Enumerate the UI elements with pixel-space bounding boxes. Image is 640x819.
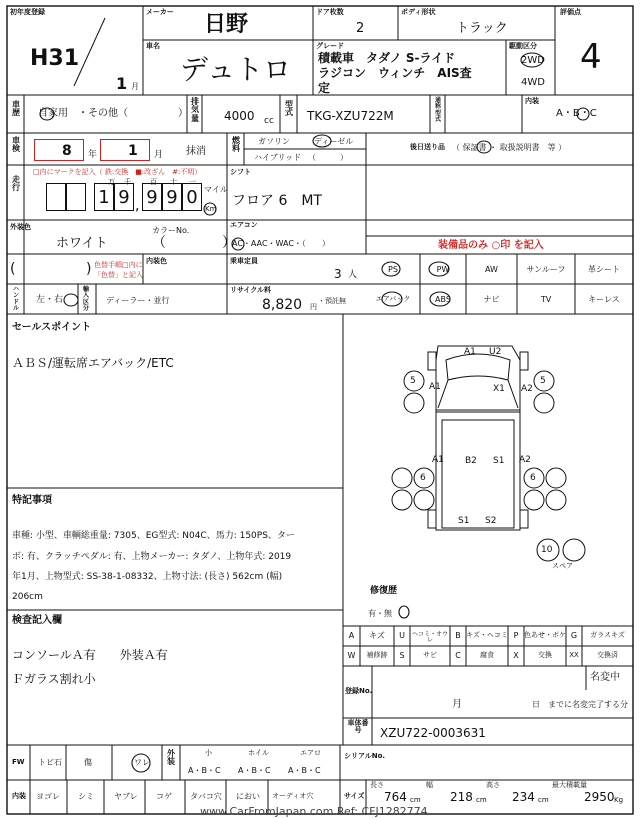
odometer-comma: , (135, 198, 140, 214)
drive-4wd: 4WD (521, 77, 545, 88)
model-name: デュトロ (180, 53, 292, 86)
damage-a1-left: A1 (429, 382, 441, 392)
steering-value: 左・右 (36, 295, 64, 305)
fw-scratch: 傷 (84, 758, 92, 767)
damage-b2-bed: B2 (465, 456, 477, 466)
max-load-unit: Kg (614, 796, 624, 804)
equipment-title: 装備品のみ ○印 を記入 (438, 240, 544, 251)
inspection-month-box[interactable] (100, 139, 150, 161)
color-change-note-1: 色替手順□内に (94, 261, 143, 269)
odometer-digit-3[interactable]: 9 (142, 183, 162, 211)
repair-history-value: 有・無 (368, 609, 392, 618)
ext-part-wheel: ホイル (248, 749, 269, 757)
sales-points-text: ＡＢＳ/運転席エアバック/ETC (12, 356, 174, 370)
color-change-note-2: 「色替」と記入 (94, 271, 143, 279)
damage-s1-bed: S1 (493, 456, 505, 466)
tire-front-right: 5 (540, 376, 546, 386)
interior-grade: A・B・C (556, 108, 597, 119)
aircon-label: エアコン (230, 221, 258, 229)
ext-grade-aero: A・B・C (288, 766, 321, 775)
width-label: 幅 (426, 781, 433, 789)
capacity-value: 3 (334, 267, 342, 281)
legend-code-x: X (513, 651, 519, 660)
doors-label: ドア枚数 (316, 8, 344, 16)
inspection-notes-line2: Ｆガラス割れ小 (12, 672, 96, 686)
equip-tv[interactable]: TV (540, 295, 552, 304)
width-unit: cm (476, 796, 487, 804)
drive-label: 駆動区分 (509, 42, 537, 50)
damage-a1-front: A1 (464, 347, 476, 357)
legend-desc-xx: 交換済 (597, 651, 618, 659)
car-history-options: 自家用 ・その他（ ） (38, 108, 188, 119)
first-registration-label: 初年度登録 (10, 8, 45, 16)
recycle-note: ・預託無 (318, 297, 346, 305)
interior-audio-hole: オーディオ穴 (272, 792, 314, 800)
special-notes-line1: 車種: 小型、車輌総重量: 7305、EG型式: N04C、馬力: 150PS、ター (12, 531, 295, 541)
car-history-label: 車歴 (12, 100, 20, 118)
legend-code-g: G (570, 631, 578, 640)
km-unit: Km (205, 205, 217, 213)
inspection-year-unit: 年 (88, 150, 98, 160)
odometer-digit-2[interactable]: 9 (114, 183, 134, 211)
legend-code-p: P (513, 631, 519, 640)
special-notes-line4: 206cm (12, 592, 43, 602)
model-type-label: 型式 (285, 100, 293, 118)
sales-points-title: セールスポイント (12, 322, 92, 333)
legend-desc-u: ヘコミ・オウレ (411, 631, 448, 644)
legend-code-s: S (399, 651, 405, 660)
equip-keyless[interactable]: キーレス (588, 295, 620, 304)
tire-rear-right: 6 (530, 473, 536, 483)
legend-desc-p: 色あせ・ボケ (524, 631, 566, 639)
interior-cigarette-hole: タバコ穴 (190, 792, 222, 801)
deregistered-label: 抹消 (186, 146, 206, 157)
model-type-value: TKG-XZU722M (307, 109, 394, 123)
damage-a2-side: A2 (519, 455, 531, 465)
equip-airbag[interactable]: エアバック (375, 295, 411, 303)
equip-pw[interactable]: PW (436, 265, 450, 274)
unit-sen: 千 (124, 178, 131, 186)
tire-spare: 10 (541, 545, 553, 555)
evaluation-grade: 4 (580, 37, 602, 77)
fuel-diesel: ディーゼル (314, 137, 354, 146)
odometer-digit-5[interactable]: 0 (182, 183, 202, 211)
damage-x1-windshield: X1 (493, 384, 505, 394)
ext-part-aero: エアロ (300, 749, 321, 757)
recycle-label: リサイクル料 (230, 286, 272, 294)
interior-label: 内装 (525, 97, 539, 105)
damage-s1-rear: S1 (458, 516, 470, 526)
height-unit: cm (538, 796, 549, 804)
height-label: 高さ (486, 781, 500, 789)
interior-tear: ヤブレ (114, 792, 138, 801)
grade-name-label: グレード (316, 42, 344, 50)
registration-number-label: 登録No. (345, 687, 373, 695)
frame-number-value: XZU722-0003631 (380, 726, 486, 740)
odometer-digit-4[interactable]: 9 (162, 183, 182, 211)
interior-dirt: ヨゴレ (36, 792, 60, 801)
interior-color-label: 内装色 (146, 257, 167, 265)
damage-s2-rear: S2 (485, 516, 497, 526)
legend-desc-w: 補修跡 (366, 651, 388, 659)
source-credit: www.CarFromJapan.com Ref: CFJ1282774 (200, 805, 428, 818)
unit-juu: 十 (170, 178, 177, 186)
fuel-hybrid: ハイブリッド (254, 153, 302, 162)
displacement-label: 排気量 (191, 97, 199, 123)
legend-desc-a: キズ (369, 631, 385, 640)
doors-value: 2 (356, 21, 365, 36)
serial-number-label: シリアルNo. (344, 752, 386, 760)
registration-day-note: 日 までに名変完了する分 (532, 700, 628, 709)
documents-value: （ 保証書 ・ 取扱説明書 等 ） (452, 143, 567, 152)
maker-name: 日野 (204, 12, 249, 37)
legend-code-xx: XX (569, 651, 579, 659)
inspection-notes-line1: コンソールＡ有 外装Ａ有 (12, 648, 168, 662)
color-number-label: カラーNo. (152, 226, 190, 235)
max-load-label: 最大積載量 (552, 781, 587, 789)
exterior-label: 外装 (167, 749, 175, 767)
fw-crack: ワレ (134, 758, 150, 767)
spare-label: スペア (552, 562, 573, 570)
registration-month-unit: 月 (131, 82, 139, 91)
legend-desc-b: キズ・ヘコミ (466, 631, 508, 639)
steering-label: ハンドル (12, 286, 19, 312)
registration-year: H31 (30, 46, 80, 71)
equip-abs[interactable]: ABS (435, 295, 451, 304)
shift-value: フロア 6 MT (232, 193, 322, 209)
legend-desc-x: 交換 (538, 651, 552, 659)
legend-code-a: A (348, 631, 355, 640)
inspection-label: 車検 (12, 136, 20, 154)
height-value: 234 (512, 790, 535, 804)
tire-front-left: 5 (410, 376, 416, 386)
fuel-label: 燃料 (232, 136, 240, 154)
equip-leather[interactable]: 革シート (588, 265, 620, 274)
unit-hyaku: 百 (150, 178, 157, 186)
legend-desc-c: 腐食 (480, 651, 494, 659)
legend-code-b: B (455, 631, 461, 640)
exterior-color-value: ホワイト (56, 236, 108, 251)
size-label: サイズ (344, 792, 365, 800)
displacement-value: 4000 (224, 109, 255, 123)
equip-aw[interactable]: AW (485, 265, 498, 274)
inspection-month: 1 (128, 143, 138, 159)
inspection-year-box[interactable] (34, 139, 84, 161)
legend-code-w: W (347, 651, 356, 660)
unit-man: 万 (108, 178, 115, 186)
shift-label: シフト (230, 168, 251, 176)
grade-label: 評価点 (560, 8, 581, 16)
length-value: 764 (384, 790, 407, 804)
length-unit: cm (410, 796, 421, 804)
width-value: 218 (450, 790, 473, 804)
legend-code-c: C (455, 651, 461, 660)
special-notes-line3: 年1月、上物型式: SS-38-1-08332、上物寸法: (長さ) 562cm (幅) (12, 572, 283, 582)
legend-desc-g: ガラスキズ (590, 631, 625, 639)
odometer-digit-1[interactable]: 1 (94, 183, 114, 211)
mileage-note: □内にマークを記入（ 鉄:交換 ■:改ざん #:不明） (33, 168, 202, 176)
ext-grade-small: A・B・C (188, 766, 221, 775)
damage-u2-front: U2 (489, 347, 502, 357)
common-type-label: 通称型式 (434, 97, 441, 123)
unit-ichi: 一 (189, 178, 196, 186)
aircon-value: AC・AAC・WAC・（ ） (232, 239, 330, 248)
damage-a1-side: A1 (432, 455, 444, 465)
interior-odor: におい (236, 792, 260, 801)
car-damage-diagram (392, 346, 585, 561)
max-load-value: 2950 (584, 790, 615, 804)
ext-grade-wheel: A・B・C (238, 766, 271, 775)
model-label: 車名 (146, 42, 160, 50)
body-type-value: トラック (456, 21, 508, 36)
interior-stain: シミ (78, 792, 94, 801)
body-type-label: ボディ形状 (401, 8, 436, 16)
exterior-color-label: 外装色 (10, 223, 31, 231)
odometer-blank-1[interactable] (46, 183, 66, 211)
equip-navi[interactable]: ナビ (483, 295, 500, 304)
registration-month-label: 月 (452, 699, 462, 710)
interior-burn: コゲ (156, 792, 172, 801)
equip-sunroof[interactable]: サンルーフ (526, 265, 566, 274)
ext-part-small: 小 (205, 749, 212, 757)
capacity-unit: 人 (348, 270, 358, 280)
color-number-value: （ ） (152, 235, 236, 251)
tire-rear-left: 6 (420, 473, 426, 483)
miles-unit: マイル (204, 185, 228, 194)
odometer-blank-2[interactable] (66, 183, 86, 211)
maker-label: メーカー (146, 8, 174, 16)
documents-label: 後日送り品 (410, 143, 445, 151)
drive-2wd: 2WD (521, 55, 545, 66)
grade-name-line3: 定 (318, 81, 331, 95)
equip-ps[interactable]: PS (388, 265, 398, 274)
fuel-other: （ ） (308, 153, 348, 162)
repair-history-title: 修復歴 (370, 586, 398, 596)
fw-stone-chip: トビ石 (38, 758, 62, 767)
mileage-label: 走行 (12, 175, 20, 193)
inspection-month-unit: 月 (154, 150, 164, 160)
inspection-year: 8 (62, 143, 72, 159)
recycle-value: 8,820 (262, 297, 303, 313)
import-value: ディーラー・並行 (106, 296, 170, 305)
special-notes-title: 特記事項 (12, 495, 52, 506)
color-change-paren: ( (10, 261, 16, 277)
length-label: 長さ (370, 781, 384, 789)
registration-month: 1 (116, 74, 128, 93)
displacement-unit: cc (264, 116, 274, 126)
legend-desc-s: サビ (423, 651, 437, 659)
inspection-notes-title: 検査記入欄 (12, 615, 62, 626)
legend-code-u: U (399, 631, 405, 640)
grade-name-line1: 積載車 タダノ S-ライド (318, 51, 456, 65)
recycle-unit: 円 (310, 303, 317, 311)
damage-a2-right: A2 (521, 384, 533, 394)
color-change-paren-close: ) (86, 261, 92, 277)
name-change-label: 名変中 (590, 672, 620, 683)
special-notes-line2: ボ: 有、クラッチペダル: 有、上物メーカー: タダノ、上物年式: 2019 (12, 552, 292, 562)
capacity-label: 乗車定員 (230, 257, 258, 265)
interior-bottom-label: 内装 (12, 792, 26, 800)
import-label: 輸入区分 (82, 286, 89, 312)
frame-number-label: 車体番号 (347, 719, 369, 735)
fw-label: FW (12, 758, 25, 766)
fuel-gasoline: ガソリン (258, 137, 290, 146)
grade-name-line2: ラジコン ウィンチ AIS査 (318, 66, 472, 80)
